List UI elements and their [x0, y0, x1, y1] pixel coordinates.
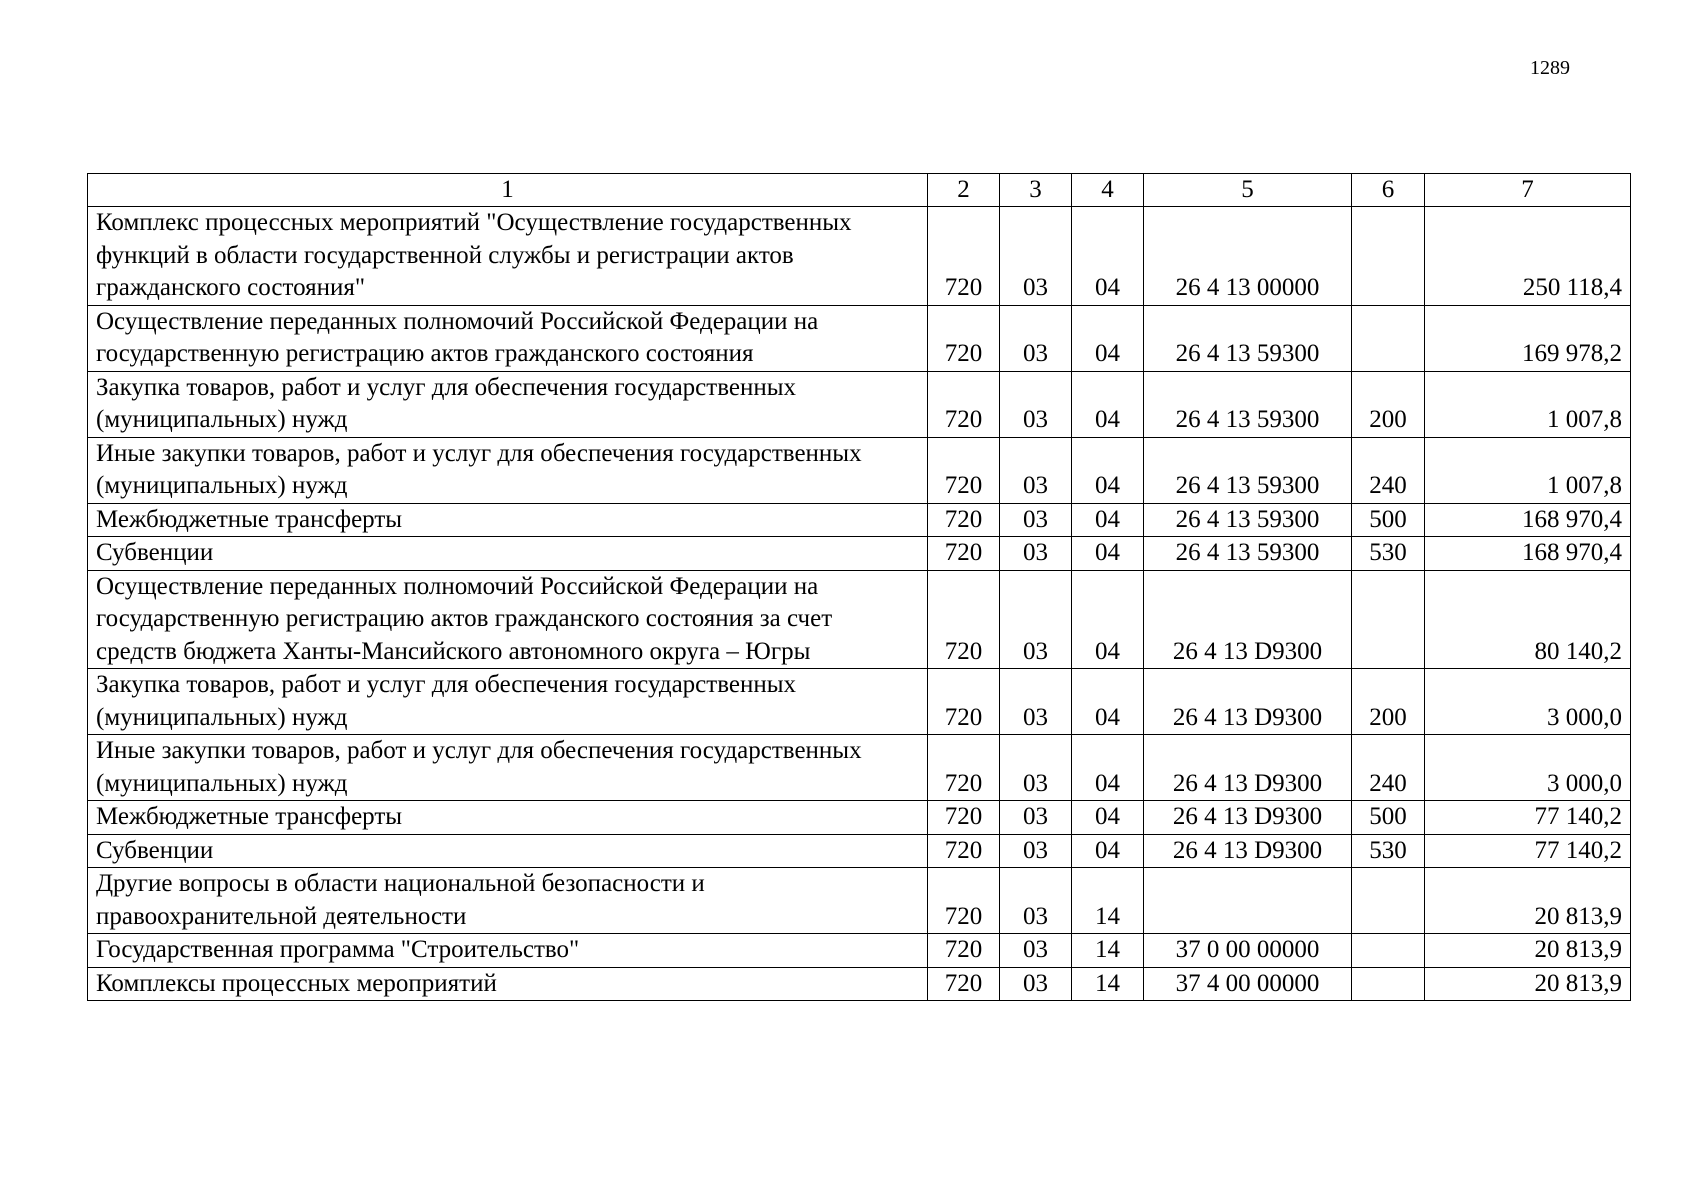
budget-item-name-cell: Закупка товаров, работ и услуг для обеспечения государственных (муниципальных) нужд: [88, 669, 928, 735]
budget-item-name-cell: Осуществление переданных полномочий Российской Федерации на государственную регистрацию актов гражданского состояния за счет средств бюджета Ханты-Мансийского автономного округа – Югры: [88, 570, 928, 669]
budget-item-name-cell: Межбюджетные трансферты: [88, 503, 928, 537]
table-row: [88, 735, 1631, 801]
amount-cell: 20 813,9: [1425, 868, 1631, 934]
expense-type-code-cell: 500: [1352, 503, 1425, 537]
amount-cell: 80 140,2: [1425, 570, 1631, 669]
subsection-code-cell: 04: [1072, 834, 1144, 868]
target-article-code-cell: 26 4 13 D9300: [1144, 834, 1352, 868]
section-code-cell: 03: [1000, 570, 1072, 669]
ministry-code-cell: 720: [928, 437, 1000, 503]
target-article-code-cell: 26 4 13 59300: [1144, 503, 1352, 537]
target-article-code-cell: 26 4 13 59300: [1144, 305, 1352, 371]
budget-item-name-cell: Другие вопросы в области национальной безопасности и правоохранительной деятельности: [88, 868, 928, 934]
table-row: [88, 834, 1631, 868]
expense-type-code-cell: [1352, 934, 1425, 968]
table-body: [88, 174, 1631, 1001]
subsection-code-cell: 04: [1072, 537, 1144, 571]
budget-item-name-cell: Иные закупки товаров, работ и услуг для обеспечения государственных (муниципальных) нужд: [88, 437, 928, 503]
subsection-code-cell: 04: [1072, 801, 1144, 835]
expense-type-code-cell: 240: [1352, 735, 1425, 801]
table-row: [88, 371, 1631, 437]
table-row: [88, 669, 1631, 735]
table-row: [88, 305, 1631, 371]
amount-cell: 3 000,0: [1425, 735, 1631, 801]
amount-cell: 168 970,4: [1425, 537, 1631, 571]
amount-cell: 3 000,0: [1425, 669, 1631, 735]
amount-cell: 169 978,2: [1425, 305, 1631, 371]
ministry-code-cell: 720: [928, 503, 1000, 537]
amount-cell: 1 007,8: [1425, 371, 1631, 437]
target-article-code-cell: 26 4 13 59300: [1144, 537, 1352, 571]
amount-cell: 77 140,2: [1425, 801, 1631, 835]
section-code-cell: 03: [1000, 503, 1072, 537]
header-cell-6: 6: [1352, 174, 1425, 207]
budget-table: [87, 173, 1631, 1001]
expense-type-code-cell: 530: [1352, 537, 1425, 571]
expense-type-code-cell: [1352, 570, 1425, 669]
ministry-code-cell: 720: [928, 868, 1000, 934]
budget-item-name-cell: Субвенции: [88, 537, 928, 571]
subsection-code-cell: 04: [1072, 570, 1144, 669]
expense-type-code-cell: 240: [1352, 437, 1425, 503]
section-code-cell: 03: [1000, 967, 1072, 1001]
ministry-code-cell: 720: [928, 967, 1000, 1001]
header-cell-4: 4: [1072, 174, 1144, 207]
subsection-code-cell: 14: [1072, 967, 1144, 1001]
section-code-cell: 03: [1000, 801, 1072, 835]
subsection-code-cell: 04: [1072, 669, 1144, 735]
ministry-code-cell: 720: [928, 934, 1000, 968]
ministry-code-cell: 720: [928, 834, 1000, 868]
subsection-code-cell: 04: [1072, 371, 1144, 437]
budget-item-name-cell: Комплекс процессных мероприятий "Осуществление государственных функций в области государственной службы и регистрации актов гражданского состояния": [88, 207, 928, 306]
budget-item-name-cell: Субвенции: [88, 834, 928, 868]
table-row: [88, 537, 1631, 571]
target-article-code-cell: 26 4 13 D9300: [1144, 570, 1352, 669]
expense-type-code-cell: 530: [1352, 834, 1425, 868]
expense-type-code-cell: [1352, 967, 1425, 1001]
expense-type-code-cell: [1352, 305, 1425, 371]
target-article-code-cell: 26 4 13 D9300: [1144, 735, 1352, 801]
table-header-row: [88, 174, 1631, 207]
section-code-cell: 03: [1000, 305, 1072, 371]
section-code-cell: 03: [1000, 868, 1072, 934]
subsection-code-cell: 14: [1072, 934, 1144, 968]
target-article-code-cell: [1144, 868, 1352, 934]
budget-item-name-cell: Комплексы процессных мероприятий: [88, 967, 928, 1001]
section-code-cell: 03: [1000, 207, 1072, 306]
header-cell-1: 1: [88, 174, 928, 207]
subsection-code-cell: 04: [1072, 305, 1144, 371]
expense-type-code-cell: [1352, 207, 1425, 306]
ministry-code-cell: 720: [928, 371, 1000, 437]
target-article-code-cell: 26 4 13 59300: [1144, 437, 1352, 503]
amount-cell: 20 813,9: [1425, 967, 1631, 1001]
table-row: [88, 503, 1631, 537]
section-code-cell: 03: [1000, 537, 1072, 571]
subsection-code-cell: 04: [1072, 503, 1144, 537]
target-article-code-cell: 26 4 13 00000: [1144, 207, 1352, 306]
budget-item-name-cell: Закупка товаров, работ и услуг для обеспечения государственных (муниципальных) нужд: [88, 371, 928, 437]
amount-cell: 250 118,4: [1425, 207, 1631, 306]
table-row: [88, 570, 1631, 669]
ministry-code-cell: 720: [928, 801, 1000, 835]
table-row: [88, 967, 1631, 1001]
section-code-cell: 03: [1000, 437, 1072, 503]
header-cell-3: 3: [1000, 174, 1072, 207]
header-cell-2: 2: [928, 174, 1000, 207]
expense-type-code-cell: 500: [1352, 801, 1425, 835]
table-row: [88, 207, 1631, 306]
section-code-cell: 03: [1000, 669, 1072, 735]
budget-item-name-cell: Межбюджетные трансферты: [88, 801, 928, 835]
ministry-code-cell: 720: [928, 305, 1000, 371]
section-code-cell: 03: [1000, 934, 1072, 968]
ministry-code-cell: 720: [928, 669, 1000, 735]
section-code-cell: 03: [1000, 834, 1072, 868]
section-code-cell: 03: [1000, 735, 1072, 801]
expense-type-code-cell: [1352, 868, 1425, 934]
subsection-code-cell: 04: [1072, 735, 1144, 801]
amount-cell: 77 140,2: [1425, 834, 1631, 868]
budget-item-name-cell: Иные закупки товаров, работ и услуг для обеспечения государственных (муниципальных) нужд: [88, 735, 928, 801]
ministry-code-cell: 720: [928, 735, 1000, 801]
amount-cell: 20 813,9: [1425, 934, 1631, 968]
ministry-code-cell: 720: [928, 207, 1000, 306]
expense-type-code-cell: 200: [1352, 371, 1425, 437]
amount-cell: 1 007,8: [1425, 437, 1631, 503]
subsection-code-cell: 04: [1072, 437, 1144, 503]
ministry-code-cell: 720: [928, 537, 1000, 571]
amount-cell: 168 970,4: [1425, 503, 1631, 537]
table-row: [88, 801, 1631, 835]
table-row: [88, 934, 1631, 968]
target-article-code-cell: 37 4 00 00000: [1144, 967, 1352, 1001]
header-cell-7: 7: [1425, 174, 1631, 207]
table-row: [88, 437, 1631, 503]
budget-item-name-cell: Осуществление переданных полномочий Российской Федерации на государственную регистрацию актов гражданского состояния: [88, 305, 928, 371]
section-code-cell: 03: [1000, 371, 1072, 437]
expense-type-code-cell: 200: [1352, 669, 1425, 735]
target-article-code-cell: 26 4 13 D9300: [1144, 801, 1352, 835]
subsection-code-cell: 14: [1072, 868, 1144, 934]
ministry-code-cell: 720: [928, 570, 1000, 669]
subsection-code-cell: 04: [1072, 207, 1144, 306]
table-row: [88, 868, 1631, 934]
target-article-code-cell: 26 4 13 D9300: [1144, 669, 1352, 735]
target-article-code-cell: 37 0 00 00000: [1144, 934, 1352, 968]
page-number: 1289: [1530, 57, 1570, 79]
header-cell-5: 5: [1144, 174, 1352, 207]
budget-item-name-cell: Государственная программа "Строительство": [88, 934, 928, 968]
target-article-code-cell: 26 4 13 59300: [1144, 371, 1352, 437]
